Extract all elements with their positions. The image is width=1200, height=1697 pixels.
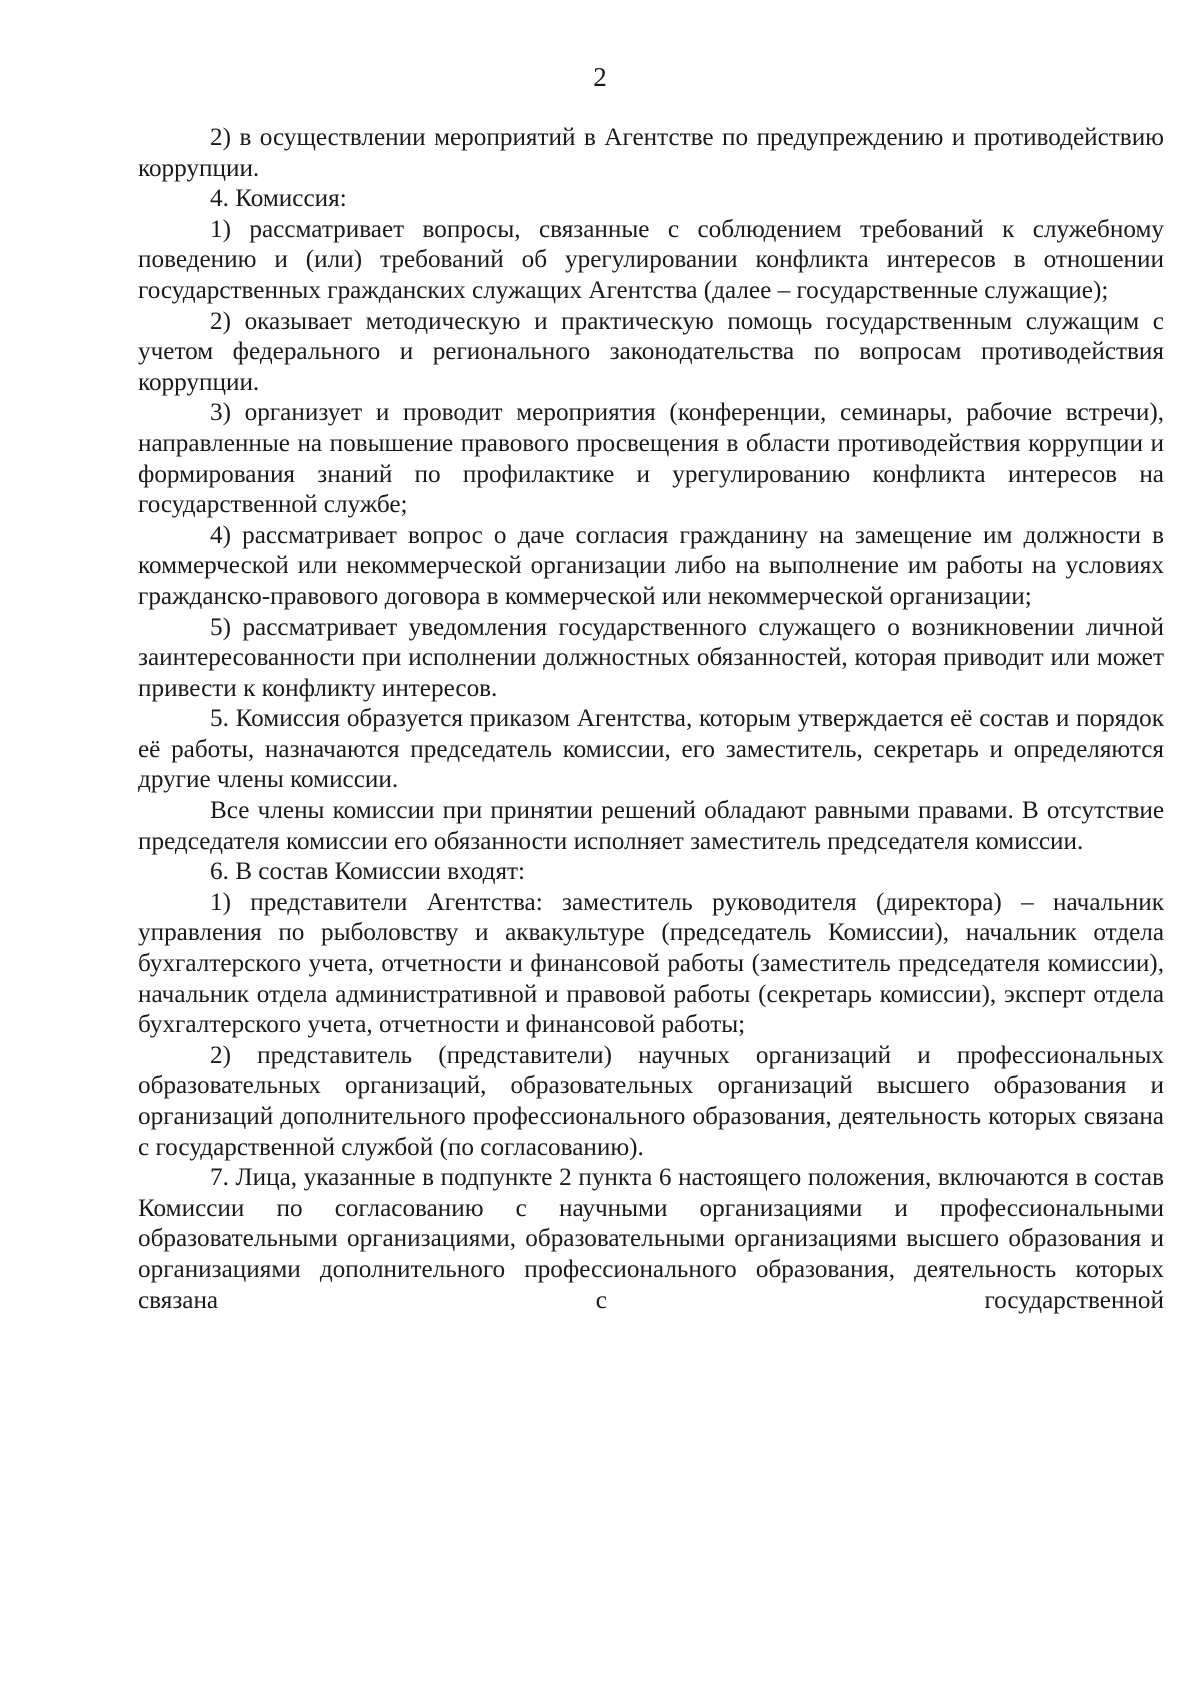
paragraph-6-heading: 6. В состав Комиссии входят: <box>210 858 526 886</box>
page-number: 2 <box>593 62 607 92</box>
paragraph-4-5: 5) рассматривает уведомления государственного служащего о возникновении личной заинтересованности при исполнении должностных обязанностей, которая приводит или может привести к конфликту интересов. <box>138 613 1164 702</box>
paragraph-5-members: Все члены комиссии при принятии решений обладают равными правами. В отсутствие председателя комиссии его обязанности исполняет заместитель председателя комиссии. <box>138 797 1164 855</box>
paragraph-6-1: 1) представители Агентства: заместитель руководителя (директора) – начальник управления по рыболовству и аквакультуре (председатель Комиссии), начальник отдела бухгалтерского учета, отчетности и финансовой работы (заместитель председателя комиссии), начальник отдела административной и правовой работы (секретарь комиссии), эксперт отдела бухгалтерского учета, отчетности и финансовой работы; <box>138 888 1164 1039</box>
paragraph-4-heading: 4. Комиссия: <box>210 185 347 213</box>
document-body <box>138 123 1164 1316</box>
paragraph-4-3: 3) организует и проводит мероприятия (конференции, семинары, рабочие встречи), направленные на повышение правового просвещения в области противодействия коррупции и формирования знаний по профилактике и урегулированию конфликта интересов на государственной службе; <box>138 399 1164 519</box>
paragraph-6-2: 2) представитель (представители) научных организаций и профессиональных образовательных организаций, образовательных организаций высшего образования и организаций дополнительного профессионального образования, деятельность которых связана с государственной службой (по согласованию). <box>138 1041 1164 1161</box>
paragraph-7: 7. Лица, указанные в подпункте 2 пункта 6 настоящего положения, включаются в состав Комиссии по согласованию с научными организациями и профессиональными образовательными организациями, образовательными организациями высшего образования и организациями дополнительного профессионального образования, деятельность которых связана с государственной <box>138 1164 1164 1314</box>
paragraph-4-4: 4) рассматривает вопрос о даче согласия гражданину на замещение им должности в коммерческой или некоммерческой организации либо на выполнение им работы на условиях гражданско-правового договора в коммерческой или некоммерческой организации; <box>138 521 1164 610</box>
paragraph-4-2: 2) оказывает методическую и практическую помощь государственным служащим с учетом федерального и регионального законодательства по вопросам противодействия коррупции. <box>138 307 1164 396</box>
paragraph-5: 5. Комиссия образуется приказом Агентства, которым утверждается её состав и порядок её работы, назначаются председатель комиссии, его заместитель, секретарь и определяются другие члены комиссии. <box>138 705 1164 794</box>
paragraph-4-1: 1) рассматривает вопросы, связанные с соблюдением требований к служебному поведению и (или) требований об урегулировании конфликта интересов в отношении государственных гражданских служащих Агентства (далее – государственные служащие); <box>138 215 1164 304</box>
paragraph-3-2: 2) в осуществлении мероприятий в Агентстве по предупреждению и противодействию коррупции. <box>138 124 1164 182</box>
